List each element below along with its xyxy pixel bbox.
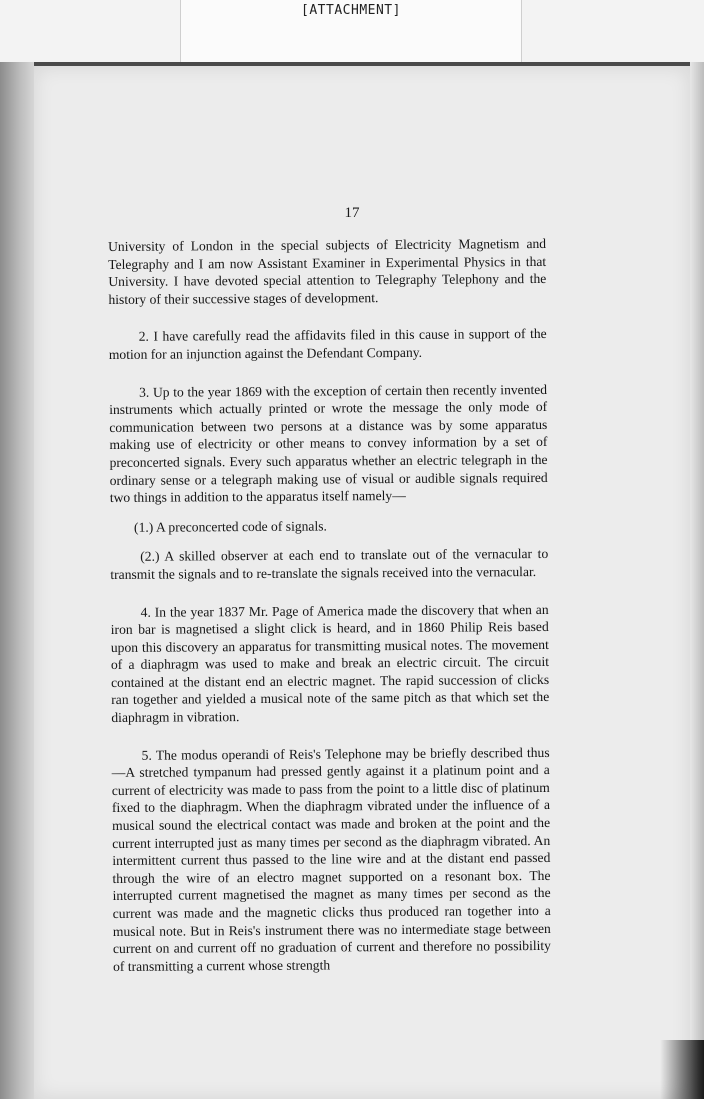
list-item-1: (1.) A preconcerted code of signals. bbox=[133, 518, 327, 535]
attachment-label: [ATTACHMENT] bbox=[301, 3, 401, 18]
list-item-2: (2.) A skilled observer at each end to translate out of the vernacular to transmit the signals and to re-translate the signals received into the vernacular. bbox=[110, 546, 549, 582]
paragraph-5: 5. The modus operandi of Reis's Telephone may be briefly described thus—A stretched tympanum had pressed gently against it a platinum point and a current of electricity was made to pass from the point to a little disc of platinum fixed to the diaphragm. When the diaphragm vibrated under the influence of a musical sound the electrical contact was made and broken at the point and the current interrupted just as many times per second as the diaphragm vibrated. An intermittent current thus passed to the line wire and at the distant end passed through the wire of an electro magnet supported on a resonant box. The interrupted current magnetised the magnet as many times per second as the current was made and the magnetic clicks thus produced ran together into a musical note. But in Reis's instrument there was no intermediate stage between current on and current off no graduation of current and therefore no possibility of transmitting a current whose strength bbox=[111, 744, 552, 974]
paragraph-4: 4. In the year 1837 Mr. Page of America made the discovery that when an iron bar is magnetised a slight click is heard, and in 1860 Philip Reis based upon this discovery an apparatus for transmitting musical notes. The movement of a diaphragm was used to make and break an electric circuit. The circuit contained at the distant end an electric magnet. The rapid succession of clicks ran together and yielded a musical note of the same pitch as that which set the diaphragm in vibration. bbox=[110, 601, 550, 726]
paragraph-2: 2. I have carefully read the affidavits filed in this cause in support of the motion for an injunction against the Defendant Company. bbox=[108, 326, 547, 362]
attachment-header bbox=[180, 0, 522, 62]
scan-corner-shadow bbox=[660, 1040, 704, 1099]
paragraph-intro: University of London in the special subjects of Electricity Magnetism and Telegraphy and I am now Assistant Examiner in Experimental Physics in that University. I have devoted special attention to Telegraphy Telephony and the history of their successive stages of development. bbox=[108, 235, 547, 307]
page-number: 17 bbox=[344, 205, 360, 221]
document-body bbox=[108, 235, 551, 975]
paragraph-3: 3. Up to the year 1869 with the exception of certain then recently invented instruments which actually printed or wrote the message the only mode of communication between two persons at a distance was by some apparatus making use of electricity or other means to convey information by a set of preconcerted signals. Every such apparatus whether an electric telegraph in the ordinary sense or a telegraph making use of visual or audible signals required two things in addition to the apparatus itself namely— bbox=[109, 381, 548, 506]
